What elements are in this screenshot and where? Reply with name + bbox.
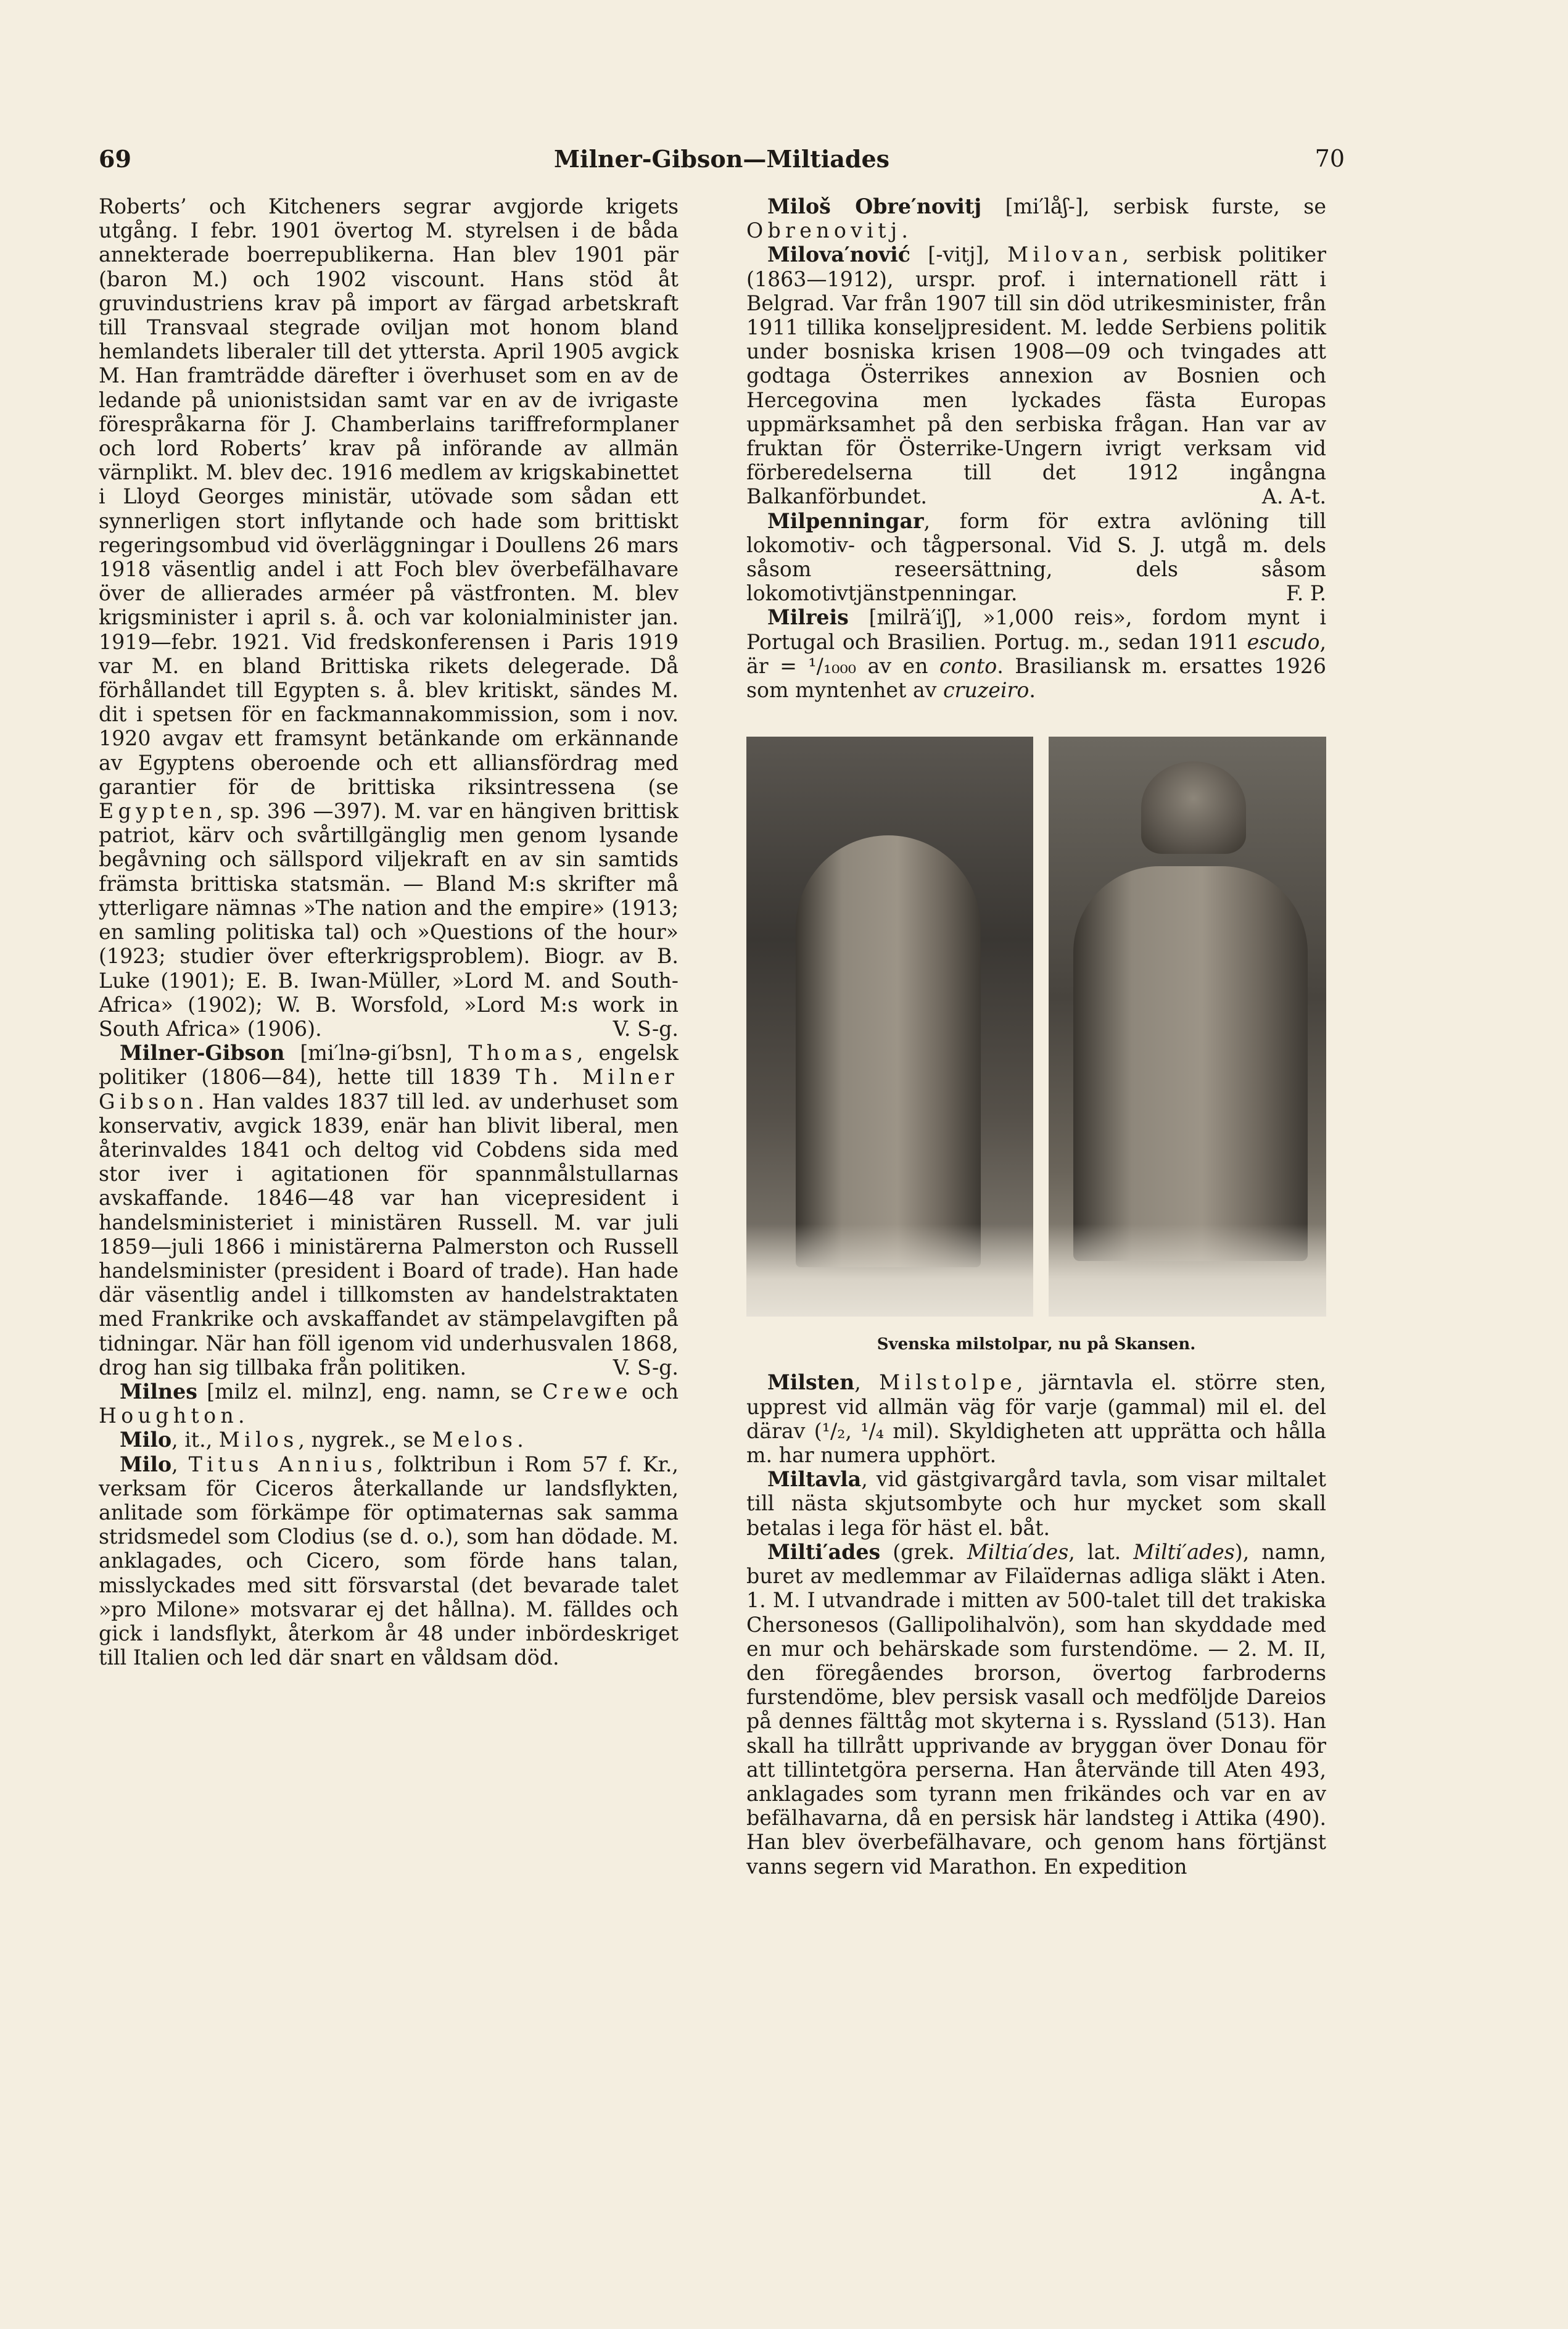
entry-milos-obrenovitj: Miloš Obre′novitj [mi′låʃ-], serbisk furste, se Obrenovitj. (746, 194, 1326, 243)
signature: V. S-g. (613, 1355, 679, 1380)
entry-miltiades: Milti′ades (grek. Miltia′des, lat. Milti′ades), namn, buret av medlemmar av Filaïdernas adliga släkt i Aten. 1. M. I utvandrade i mitten av 500-talet till det trakiska Chersonesos (Gallipolihalvön), som han skyddade med en mur och behärskade som furstendöme. — 2. M. II, den föregåendes brorson, övertog farbroderns furstendöme, blev persisk vasall och medföljde Dareios på dennes fälttåg mot skyterna i s. Ryssland (513). Han skall ha tillrått upprivande av bryggan över Donau för att tillintetgöra perserna. Han återvände till Aten 493, anklagades som tyrann men frikändes och var en av befälhavarna, då en persisk här landsteg i Attika (490). Han blev överbefälhavare, och genom hans förtjänst vanns segern vid Marathon. En expedition (746, 1539, 1326, 1879)
signature: A. A-t. (1261, 484, 1326, 509)
milestone-figure (746, 737, 1326, 1357)
signature: F. P. (1285, 581, 1326, 606)
headword: Milner-Gibson (120, 1041, 285, 1065)
headword: Miloš Obre′novitj (767, 194, 982, 218)
headword: Milreis (767, 605, 849, 630)
headword: Milova′nović (767, 242, 910, 267)
entry-milreis: Milreis [milrä′iʃ], »1,000 reis», fordom mynt i Portugal och Brasilien. Portug. m., sedan 1911 escudo, är = ¹/₁₀₀₀ av en conto. Brasiliansk m. ersattes 1926 som myntenhet av cruzeiro. (746, 605, 1326, 703)
entry-milpenningar: Milpenningar, form för extra avlöning till lokomotiv- och tågpersonal. Vid S. J. utgå m. dels såsom reseersättning, dels såsom lokomotivtjänstpenningar. F. P. (746, 508, 1326, 606)
headword: Milpenningar (767, 508, 924, 533)
page-number-right: 70 (1314, 145, 1345, 172)
entry-milner-continued: Roberts’ och Kitcheners segrar avgjorde krigets utgång. I febr. 1901 övertog M. styrelsen i de båda annekterade boerrepublikerna. Han blev 1901 pär (baron M.) och 1902 viscount. Hans stöd åt gruvindustriens krav på import av färgad arbetskraft till Transvaal stegrade oviljan mot honom bland hemlandets liberaler till det yttersta. April 1905 avgick M. Han framträdde därefter i överhuset som en av de ledande på unionistsidan samt var en av de ivrigaste förespråkarna för J. Chamberlains tariffreformplaner och lord Roberts’ krav på införande av allmän värnplikt. M. blev dec. 1916 medlem av krigskabinettet i Lloyd Georges ministär, utövade som sådan ett synnerligen stort inflytande och hade som brittiskt regeringsombud vid överläggningar i Doullens 26 mars 1918 väsentlig andel i att Foch blev överbefälhavare över de allierades arméer på västfronten. M. blev krigsminister i april s. å. och var kolonialminister jan. 1919—febr. 1921. Vid fredskonferensen i Paris 1919 var M. en bland Brittiska rikets delegerade. Då förhållandet till Egypten s. å. blev kritiskt, sändes M. dit i spetsen för en fackmannakommission, som i nov. 1920 avgav ett framsynt betänkande om erkännande av Egyptens oberoende och ett alliansfördrag med garantier för de brittiska riksintressena (se Egypten, sp. 396 —397). M. var en hängiven brittisk patriot, kärv och svårtillgänglig men genom lysande begåvning och sällspord viljekraft en av sin samtids främsta brittiska statsmän. — Bland M:s skrifter må ytterligare nämnas »The nation and the empire» (1913; en samling politiska tal) och »Questions of the hour» (1923; studier över efterkrigsproblem). Biogr. av B. Luke (1901); E. B. Iwan-Müller, »Lord M. and South-Africa» (1902); W. B. Worsfold, »Lord M:s work in South Africa» (1906). V. S-g. (99, 194, 679, 1041)
entry-milovanovic: Milova′nović [-vitj], Milovan, serbisk politiker (1863—1912), urspr. prof. i internationell rätt i Belgrad. Var från 1907 till sin död utrikesminister, från 1911 tillika konseljpresident. M. ledde Serbiens politik under bosniska krisen 1908—09 och tvingades att godtaga Österrikes annexion av Bosnien och Hercegovina men lyckades fästa Europas uppmärksamhet på den serbiska frågan. Han var av fruktan för Österrike-Ungern ivrigt verksam vid förberedelserna till det 1912 ingångna Balkanförbundet. A. A-t. (746, 242, 1326, 509)
entry-milnes: Milnes [milz el. milnz], eng. namn, se Crewe och Houghton. (99, 1379, 679, 1428)
entry-milsten: Milsten, Milstolpe, järntavla el. större sten, upprest vid allmän väg för varje (gammal) mil el. del därav (¹/₂, ¹/₄ mil). Skyldigheten att upprätta och hålla m. har numera upphört. (746, 1370, 1326, 1468)
ground (1049, 1224, 1326, 1317)
crown-ornament (1141, 761, 1246, 854)
headword: Miltavla (767, 1467, 862, 1492)
headword: Milsten (767, 1370, 855, 1395)
headword: Milo (120, 1428, 172, 1452)
figure-caption: Svenska milstolpar, nu på Skansen. (877, 1335, 1196, 1354)
entry-milner-gibson: Milner-Gibson [mi′lnə-gi′bsn], Thomas, engelsk politiker (1806—84), hette till 1839 Th. Milner Gibson. Han valdes 1837 till led. av underhuset som konservativ, avgick 1839, enär han blivit liberal, men återinvaldes 1841 och deltog vid Cobdens sida med stor iver i agitationen för spannmålstullarnas avskaffande. 1846—48 var han vicepresident i handelsministeriet i ministären Russell. M. var juli 1859—juli 1866 i ministärerna Palmerston och Russell handelsminister (president i Board of trade). Han hade där väsentlig andel i tillkomsten av handelstraktaten med Frankrike och avskaffandet av stämpelavgiften på tidningar. När han föll igenom vid underhusvalen 1868, drog han sig tillbaka från politiken. V. S-g. (99, 1041, 679, 1380)
headword: Milo (120, 1452, 172, 1476)
headword: Milnes (120, 1379, 197, 1404)
entry-miltavla: Miltavla, vid gästgivargård tavla, som visar miltalet till nästa skjutsombyte och hur mycket som skall betalas i lega för häst el. båt. (746, 1467, 1326, 1540)
running-header (99, 145, 1345, 182)
signature: V. S-g. (613, 1016, 679, 1041)
running-head: Milner-Gibson—Miltiades (553, 145, 890, 173)
page-number-left: 69 (99, 145, 131, 173)
milestone-stone (796, 835, 981, 1267)
left-column (99, 194, 679, 1669)
snow-ground (746, 1224, 1033, 1317)
milestone-stone (1073, 866, 1308, 1261)
headword: Milti′ades (767, 1539, 881, 1564)
entry-milo-titus: Milo, Titus Annius, folktribun i Rom 57 f. Kr., verksam för Ciceros återkallande ur landsflykten, anlitade som förkämpe för optimaternas sak samma stridsmedel som Clodius (se d. o.), som han dödade. M. anklagades, och Cicero, som förde hans talan, misslyckades med sitt försvarstal (det bevarade talet »pro Milone» motsvarar ej det hållna). M. fälldes och gick i landsflykt, återkom år 48 under inbördeskriget till Italien och led där snart en våldsam död. (99, 1452, 679, 1670)
milestone-photo-left (746, 737, 1033, 1317)
entry-milo-place: Milo, it., Milos, nygrek., se Melos. (120, 1428, 524, 1452)
right-column (746, 194, 1326, 1879)
milestone-photo-right (1049, 737, 1326, 1317)
